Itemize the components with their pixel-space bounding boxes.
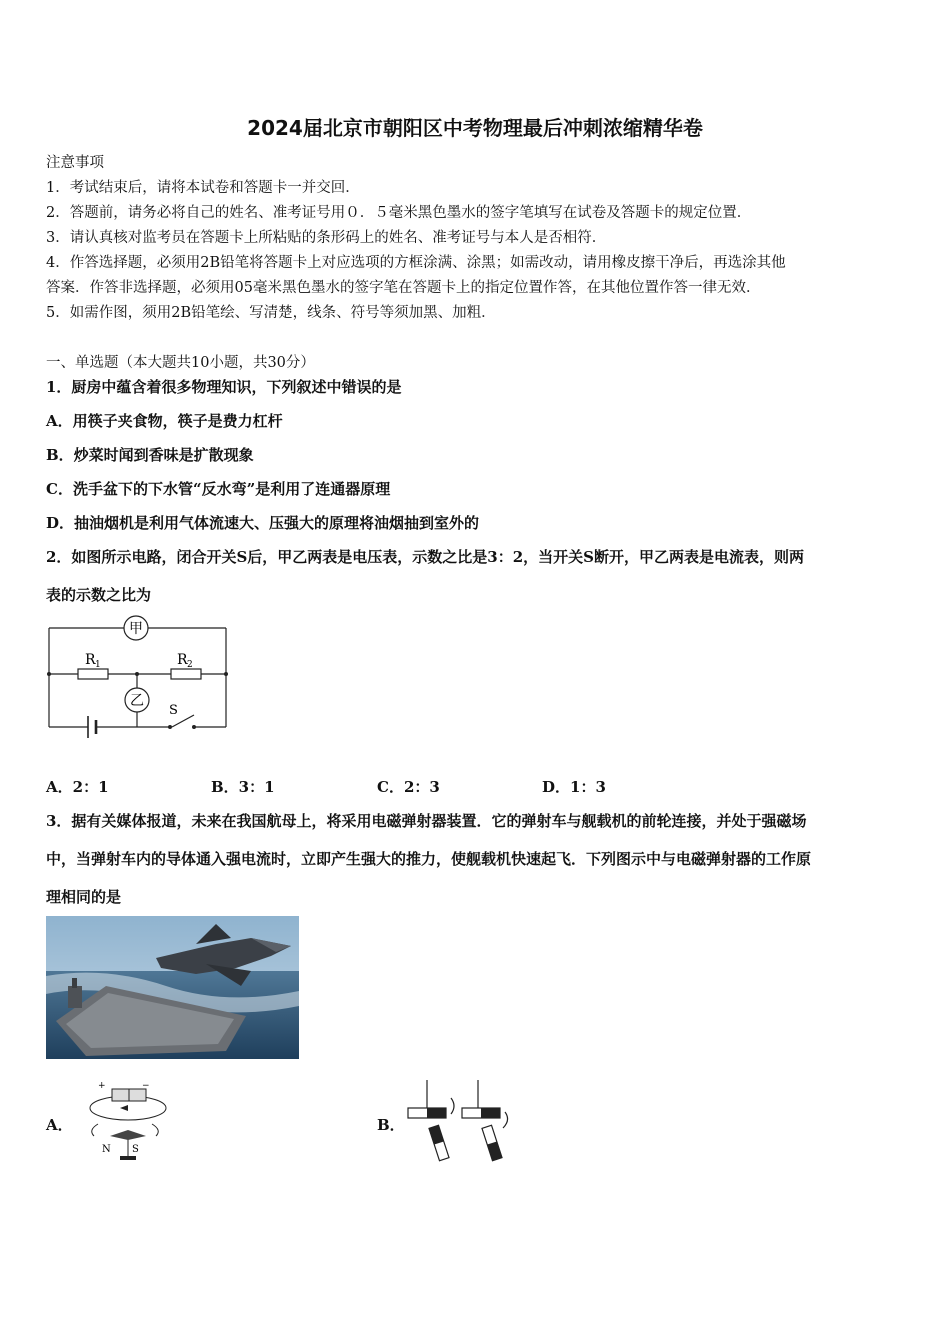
r2-label: R	[177, 652, 188, 668]
junction-dot	[47, 672, 51, 676]
notice-item: 4．作答选择题，必须用2B铅笔将答题卡上对应选项的方框涂满、涂黑；如需改动，请用橡皮擦干净后，再选涂其他	[46, 255, 786, 271]
battery-plus-label: +	[98, 1081, 106, 1091]
junction-dot	[135, 672, 139, 676]
question-1-option-c: C．洗手盆下的下水管“反水弯”是利用了连通器原理	[46, 480, 391, 498]
question-3-stem: 3．据有关媒体报道，未来在我国航母上，将采用电磁弹射器装置．它的弹射车与舰载机的前轮连接，并处于强磁场	[46, 812, 807, 830]
question-3-option-a-label: A．	[46, 1116, 73, 1134]
meter-yi-label: 乙	[130, 693, 144, 709]
current-arrow	[120, 1105, 128, 1111]
question-1-option-a: A．用筷子夹食物，筷子是费力杠杆	[46, 412, 283, 430]
circuit-diagram	[44, 612, 234, 747]
page-title: 2024届北京市朝阳区中考物理最后冲刺浓缩精华卷	[247, 116, 703, 140]
rotate-arrow-left	[451, 1098, 454, 1114]
rotate-arrow-right	[503, 1112, 508, 1128]
field-arrow-left	[92, 1124, 98, 1136]
compass-stand	[120, 1156, 136, 1160]
compass-needle	[110, 1130, 146, 1140]
question-2-option-b: B．3：1	[211, 778, 275, 796]
question-2-option-c: C．2：3	[377, 778, 440, 796]
notice-item: 1．考试结束后，请将本试卷和答题卡一并交回．	[46, 180, 360, 196]
question-1-option-d: D．抽油烟机是利用气体流速大、压强大的原理将油烟抽到室外的	[46, 514, 480, 532]
resistor-r2	[171, 669, 201, 679]
question-2-option-a: A．2：1	[46, 778, 109, 796]
notice-heading: 注意事项	[46, 155, 104, 171]
question-2-option-d: D．1：3	[542, 778, 606, 796]
south-label: S	[132, 1144, 139, 1155]
notice-item: 答案．作答非选择题，必须用05毫米黑色墨水的签字笔在答题卡上的指定位置作答，在其他位置作答一律无效．	[46, 280, 761, 296]
meter-jia-label: 甲	[129, 621, 143, 637]
resistor-r1	[78, 669, 108, 679]
notice-item: 2．答题前，请务必将自己的姓名、准考证号用０．５毫米黑色墨水的签字笔填写在试卷及答题卡的规定位置．	[46, 205, 752, 221]
notice-item: 5．如需作图，须用2B铅笔绘、写清楚，线条、符号等须加黑、加粗．	[46, 305, 496, 321]
question-2-stem-cont: 表的示数之比为	[46, 586, 152, 604]
north-label: N	[102, 1144, 111, 1155]
carrier-jet-photo	[46, 916, 299, 1059]
switch-contact	[168, 725, 172, 729]
battery-minus-label: −	[142, 1081, 150, 1091]
junction-dot	[224, 672, 228, 676]
option-a-solenoid-compass-figure	[80, 1078, 175, 1168]
field-arrow-right	[152, 1124, 158, 1136]
question-3-stem-cont: 中，当弹射车内的导体通入强电流时，立即产生强大的推力，使舰载机快速起飞．下列图示中与电磁弹射器的工作原	[46, 850, 812, 868]
option-b-magnet-figure	[405, 1078, 525, 1168]
question-1-stem: 1．厨房中蕴含着很多物理知识，下列叙述中错误的是	[46, 378, 402, 396]
r1-subscript: 1	[95, 660, 101, 670]
r1-label: R	[85, 652, 96, 668]
question-3-stem-cont: 理相同的是	[46, 888, 122, 906]
r2-subscript: 2	[187, 660, 193, 670]
question-3-option-b-label: B．	[377, 1116, 405, 1134]
question-1-option-b: B．炒菜时闻到香味是扩散现象	[46, 446, 254, 464]
notice-item: 3．请认真核对监考员在答题卡上所粘贴的条形码上的姓名、准考证号与本人是否相符．	[46, 230, 607, 246]
section-heading: 一、单选题（本大题共10小题，共30分）	[46, 355, 315, 371]
question-2-stem: 2．如图所示电路，闭合开关S后，甲乙两表是电压表，示数之比是3：2，当开关S断开，甲乙两表是电流表，则两	[46, 548, 804, 566]
switch-contact	[192, 725, 196, 729]
switch-label: S	[169, 703, 178, 718]
